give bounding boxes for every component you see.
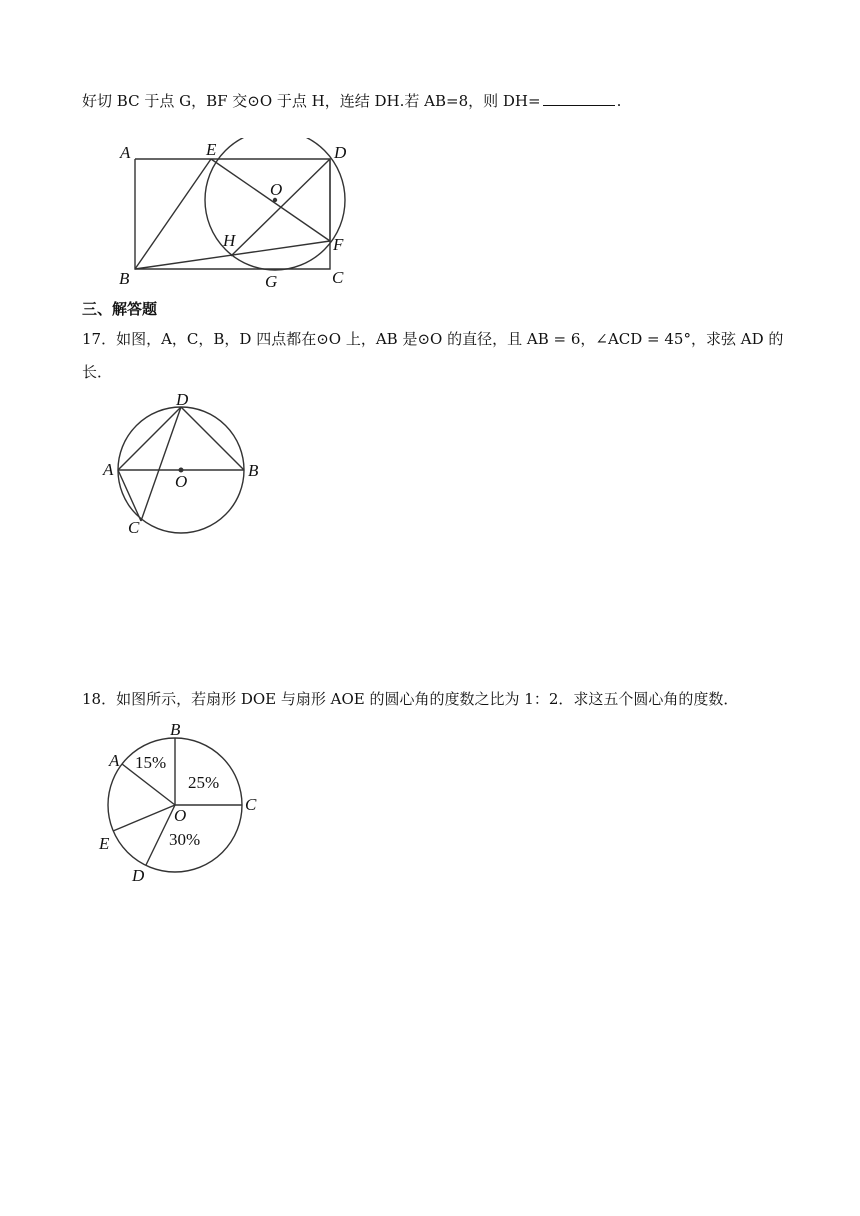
label-f: F xyxy=(333,235,344,254)
percent-bc: 25% xyxy=(188,773,220,792)
section-title: 三、解答题 xyxy=(82,300,158,318)
segment-dh xyxy=(231,159,330,256)
label-c: C xyxy=(245,795,257,814)
q16-text xyxy=(82,90,621,111)
label-a: A xyxy=(109,751,120,770)
label-h: H xyxy=(223,231,236,250)
label-c: C xyxy=(128,518,140,537)
rectangle-abcd xyxy=(135,159,330,269)
q17-line2: 长． xyxy=(82,363,113,381)
label-e: E xyxy=(99,834,110,853)
chord-ad xyxy=(118,407,181,470)
chord-dc xyxy=(141,407,181,521)
segment-ef xyxy=(211,159,330,241)
label-b: B xyxy=(248,461,259,480)
radius-oe xyxy=(113,805,175,831)
percent-ab: 15% xyxy=(135,753,167,772)
label-d: D xyxy=(132,866,145,885)
answer-blank[interactable] xyxy=(543,91,615,106)
label-o: O xyxy=(175,472,188,491)
segment-be xyxy=(135,159,211,269)
percent-cd: 30% xyxy=(169,830,201,849)
label-e: E xyxy=(206,140,217,159)
q17-line1: 17．如图，A，C，B，D 四点都在⊙O 上，AB 是⊙O 的直径，且 AB = 6，∠ACD = 45°，求弦 AD 的 xyxy=(82,330,784,348)
label-d: D xyxy=(176,390,189,409)
q17-figure xyxy=(100,390,270,540)
label-a: A xyxy=(120,143,131,162)
label-g: G xyxy=(265,272,278,291)
q16-figure xyxy=(110,138,370,294)
q18-text: 18．如图所示，若扇形 DOE 与扇形 AOE 的圆心角的度数之比为 1：2．求这五个圆心角的度数． xyxy=(82,690,739,708)
chord-ac xyxy=(118,470,141,521)
chord-db xyxy=(181,407,244,470)
label-c: C xyxy=(332,268,344,287)
label-b: B xyxy=(119,269,130,288)
label-b: B xyxy=(170,720,181,739)
label-a: A xyxy=(103,460,114,479)
label-o: O xyxy=(174,806,187,825)
q16-period: . xyxy=(616,92,622,110)
circle-o xyxy=(205,138,345,270)
label-d: D xyxy=(334,143,347,162)
label-o: O xyxy=(270,180,283,199)
q18-figure xyxy=(95,718,275,888)
q16-statement: 好切 BC 于点 G，BF 交⊙O 于点 H，连结 DH.若 AB=8，则 DH= xyxy=(82,92,541,110)
